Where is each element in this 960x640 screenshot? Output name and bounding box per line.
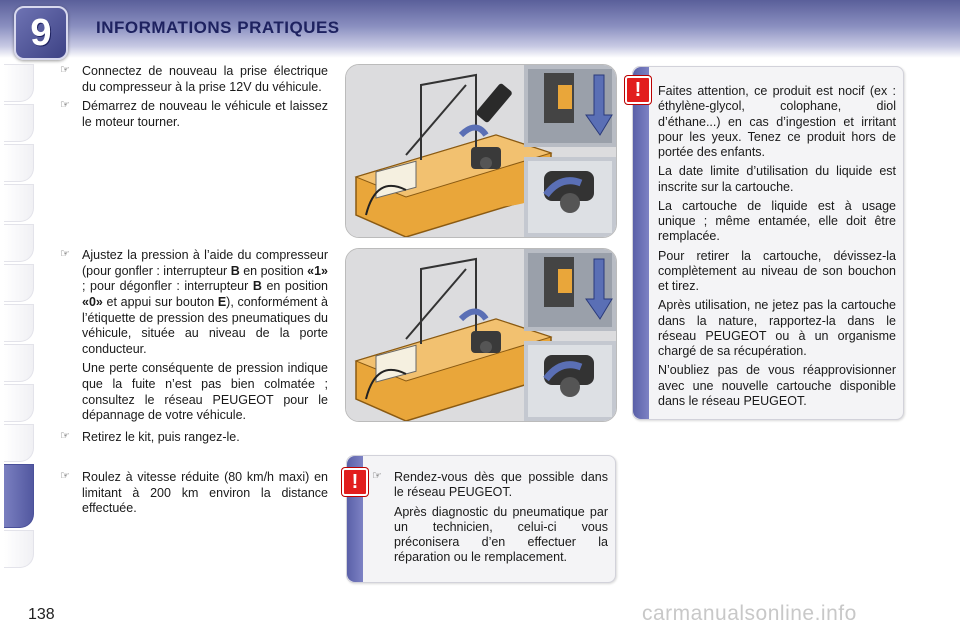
pointing-hand-icon: ☞ <box>60 99 70 112</box>
pointing-hand-icon: ☞ <box>60 470 70 482</box>
warning-icon: ! <box>625 76 651 104</box>
warning-icon: ! <box>342 468 368 496</box>
instruction-item: ☞ Démarrez de nouveau le véhicule et laissez le moteur tourner. <box>60 99 328 129</box>
chapter-tab[interactable] <box>4 530 34 568</box>
warning-paragraph: N’oubliez pas de vous réapprovisionner avec une nouvelle cartouche disponible dans le réseau PEUGEOT. <box>658 363 896 408</box>
instruction-item: ☞ Roulez à vitesse réduite (80 km/h maxi) en limitant à 200 km environ la distance effectuée. <box>60 470 328 516</box>
warning-paragraph: Après utilisation, ne jetez pas la cartouche dans la nature, rapportez-la dans le réseau PEUGEOT ou à un organisme chargé de sa récupération. <box>658 298 896 358</box>
warning-paragraph: Faites attention, ce produit est nocif (ex : éthylène-glycol, colophane, diol d’éthane...) en cas d’ingestion et irritant pour les yeux. Tenez ce produit hors de portée des enfants. <box>658 84 896 159</box>
instructions-block-2 <box>60 248 328 450</box>
chapter-tab[interactable] <box>4 144 34 182</box>
warning-text-right <box>658 84 896 413</box>
warning-accent-bar <box>633 67 649 419</box>
warning-paragraph: Après diagnostic du pneumatique par un technicien, celui-ci vous préconisera d’en effectuer la réparation ou le remplacement. <box>394 504 608 565</box>
warning-paragraph: La date limite d’utilisation du liquide est inscrite sur la cartouche. <box>658 164 896 194</box>
chapter-tab[interactable] <box>4 304 34 342</box>
pointing-hand-icon: ☞ <box>60 248 70 260</box>
chapter-tab[interactable] <box>4 224 34 262</box>
watermark: carmanualsonline.info <box>642 602 857 625</box>
page-header <box>0 0 960 58</box>
chapter-number: 9 <box>30 11 52 54</box>
chapter-tab[interactable] <box>4 264 34 302</box>
instructions-block-1 <box>60 64 328 135</box>
warning-item: ☞ Rendez-vous dès que possible dans le réseau PEUGEOT. <box>372 470 608 500</box>
page-number: 138 <box>28 606 55 623</box>
pointing-hand-icon: ☞ <box>60 429 70 442</box>
instruction-item: ☞ Retirez le kit, puis rangez-le. <box>60 429 240 444</box>
warning-paragraph: Pour retirer la cartouche, dévissez-la complètement au niveau de son bouchon et tirez. <box>658 248 896 293</box>
compressor-kit-image <box>346 65 616 237</box>
compressor-illustration-2 <box>345 248 617 422</box>
page-title: INFORMATIONS PRATIQUES <box>96 18 340 37</box>
chapter-tab[interactable] <box>4 104 34 142</box>
chapter-tab[interactable] <box>4 344 34 382</box>
chapter-tab-active[interactable] <box>4 464 34 528</box>
compressor-illustration-1 <box>345 64 617 238</box>
instruction-item: ☞ Connectez de nouveau la prise électrique du compresseur à la prise 12V du véhicule. <box>60 64 328 94</box>
compressor-kit-image <box>346 249 616 421</box>
chapter-tabs <box>4 64 34 570</box>
chapter-tab[interactable] <box>4 184 34 222</box>
warning-text-bottom <box>372 470 608 570</box>
instruction-note: Une perte conséquente de pression indique que la fuite n’est pas bien colmatée ; consultez le réseau PEUGEOT pour le dépannage de votre véhicule. <box>82 361 328 423</box>
chapter-tab[interactable] <box>4 384 34 422</box>
warning-paragraph: La cartouche de liquide est à usage unique ; même entamée, elle doit être remplacée. <box>658 198 896 244</box>
instructions-block-3 <box>60 470 328 521</box>
pointing-hand-icon: ☞ <box>60 64 70 76</box>
chapter-tab[interactable] <box>4 64 34 102</box>
chapter-tab[interactable] <box>4 424 34 462</box>
instruction-item: ☞ Ajustez la pression à l’aide du compresseur (pour gonfler : interrupteur B en position «1» ; pour dégonfler : interrupteur B en position «0» et appui sur bouton E), conformément à l’étiquette de pression des pneumatiques du véhicule, située au niveau de la porte conducteur. <box>60 248 329 356</box>
pointing-hand-icon: ☞ <box>372 470 382 482</box>
chapter-badge <box>14 6 68 60</box>
